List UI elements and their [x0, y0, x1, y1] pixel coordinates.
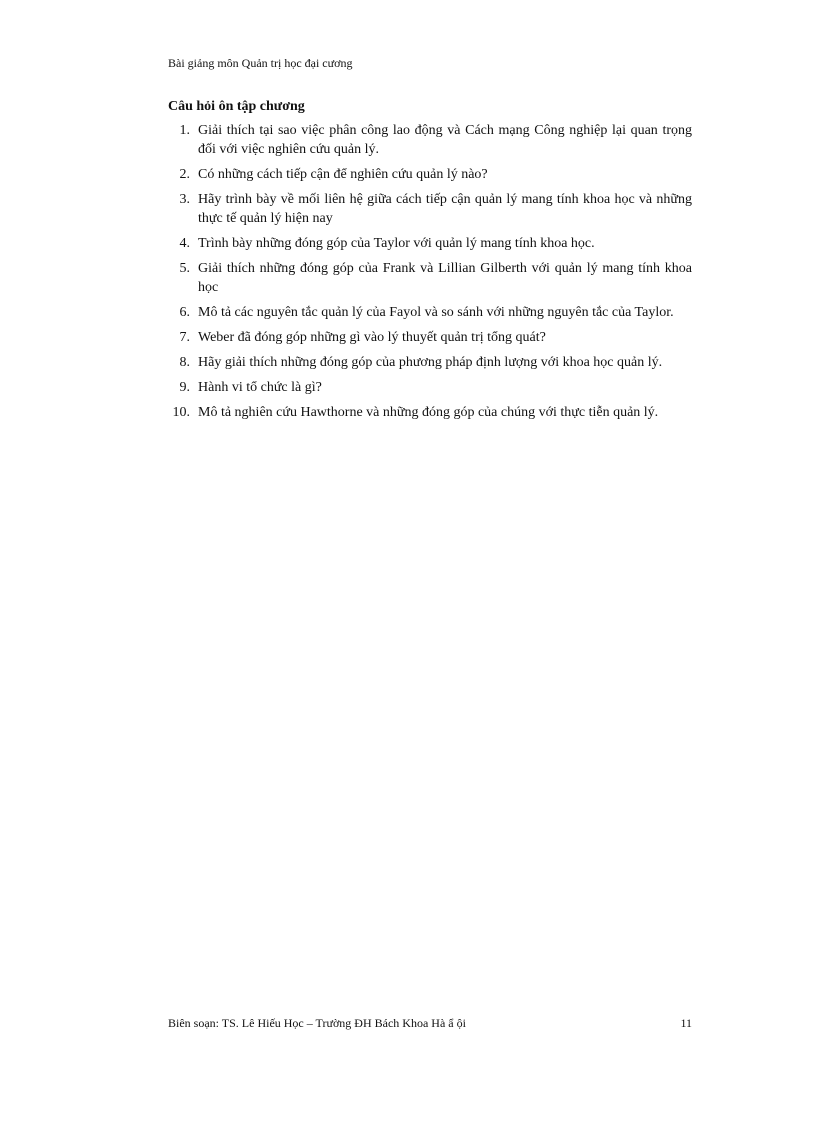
question-number: 3.	[179, 192, 190, 207]
question-item-6	[168, 303, 692, 322]
question-item-9	[168, 378, 692, 397]
question-number: 10.	[172, 405, 190, 420]
question-number: 8.	[179, 355, 190, 370]
question-number: 4.	[179, 236, 190, 251]
question-number: 9.	[179, 380, 190, 395]
question-text: Trình bày những đóng góp của Taylor với quản lý mang tính khoa học.	[198, 236, 595, 251]
question-item-4	[168, 234, 692, 253]
question-item-1	[168, 121, 692, 159]
section-title: Câu hỏi ôn tập chương	[168, 99, 305, 114]
question-number: 1.	[179, 123, 190, 138]
question-item-5	[168, 259, 692, 297]
question-number: 2.	[179, 167, 190, 182]
question-text: Hãy giải thích những đóng góp của phương pháp định lượng với khoa học quản lý.	[198, 355, 663, 370]
question-item-8	[168, 353, 692, 372]
question-number: 5.	[179, 261, 190, 276]
question-text: Có những cách tiếp cận để nghiên cứu quản lý nào?	[198, 167, 488, 182]
question-text: Hãy trình bày về mối liên hệ giữa cách tiếp cận quản lý mang tính khoa học và những thực tế quản lý hiện nay	[198, 192, 692, 226]
question-item-2	[168, 165, 692, 184]
question-item-10	[168, 403, 692, 422]
footer-author: Biên soạn: TS. Lê Hiếu Học – Trường ĐH Bách Khoa Hà ẩ ội	[168, 1016, 466, 1030]
page-number: 11	[680, 1016, 692, 1030]
question-item-3	[168, 190, 692, 228]
question-text: Mô tả các nguyên tắc quản lý của Fayol và so sánh với những nguyên tắc của Taylor.	[198, 305, 674, 320]
question-item-7	[168, 328, 692, 347]
question-number: 6.	[179, 305, 190, 320]
question-list	[168, 121, 692, 428]
question-number: 7.	[179, 330, 190, 345]
question-text: Giải thích những đóng góp của Frank và Lillian Gilberth với quản lý mang tính khoa học	[198, 261, 692, 295]
question-text: Giải thích tại sao việc phân công lao động và Cách mạng Công nghiệp lại quan trọng đối với việc nghiên cứu quản lý.	[198, 123, 692, 157]
running-header: Bài giảng môn Quản trị học đại cương	[168, 56, 353, 70]
question-text: Hành vi tổ chức là gì?	[198, 380, 322, 395]
question-text: Weber đã đóng góp những gì vào lý thuyết quản trị tổng quát?	[198, 330, 546, 345]
question-text: Mô tả nghiên cứu Hawthorne và những đóng góp của chúng với thực tiễn quản lý.	[198, 405, 659, 420]
